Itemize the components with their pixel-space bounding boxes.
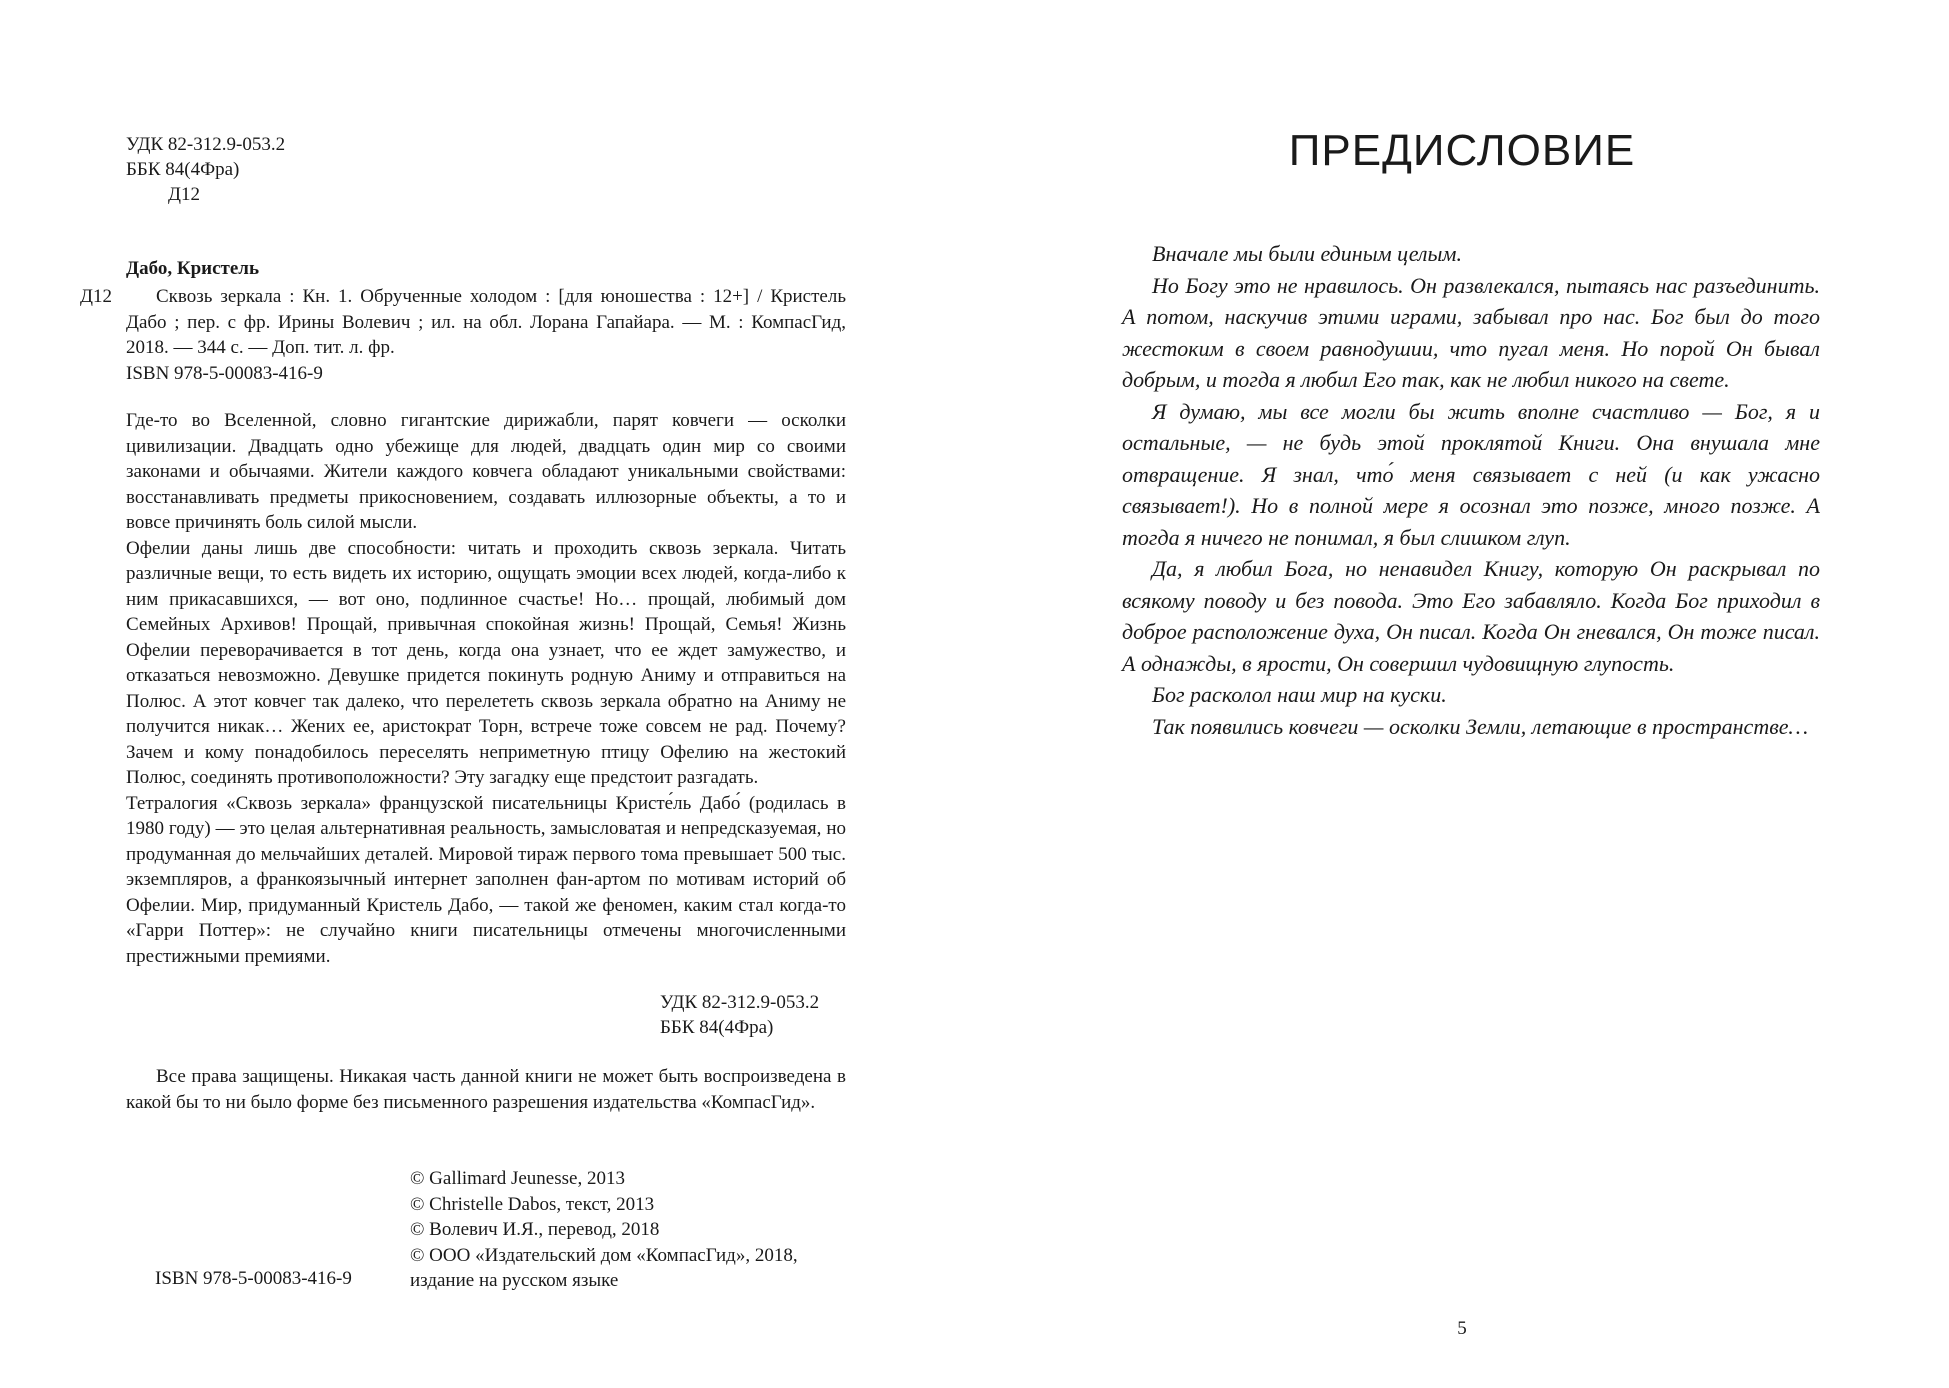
- classification-block-top: [126, 132, 285, 207]
- preface-paragraph: Я думаю, мы все могли бы жить вполне счастливо — Бог, я и остальные, — не будь этой проклятой Книги. Она внушала мне отвращение. Я знал, что́ меня связывает с ней (и как ужасно связывает!). Но в полной мере я осознал это позже, много позже. А тогда я ничего не понимал, я был слишком глуп.: [1122, 398, 1820, 550]
- bibliographic-record: [126, 284, 846, 386]
- preface-paragraph: Да, я любил Бога, но ненавидел Книгу, которую Он раскрывал по всякому поводу и без повода. Это Его забавляло. Когда Бог приходил в доброе расположение духа, Он писал. Когда Он гневался, Он тоже писал. А однажды, в ярости, Он совершил чудовищную глупость.: [1122, 556, 1820, 676]
- annotation-paragraph: Где-то во Вселенной, словно гигантские дирижабли, парят ковчеги — осколки цивилизации. Двадцать одно убежище для людей, двадцать один мир со своими законами и обычаями. Жители каждого ковчега обладают уникальными свойствами: восстанавливать предметы прикосновением, создавать иллюзорные объекты, а то и вовсе причинять боль силой мысли.: [126, 410, 846, 533]
- rights-notice: Все права защищены. Никакая часть данной книги не может быть воспроизведена в какой бы то ни было форме без письменного разрешения издательства «КомпасГид».: [126, 1066, 846, 1113]
- preface-text: [1122, 238, 1820, 742]
- annotation-paragraph: Офелии даны лишь две способности: читать и проходить сквозь зеркала. Читать различные вещи, то есть видеть их историю, ощущать эмоции всех людей, когда-либо к ним прикасавшихся, — вот оно, подлинное счастье! Но… прощай, любимый дом Семейных Архивов! Прощай, привычная спокойная жизнь! Прощай, Семья! Жизнь Офелии переворачивается в тот день, когда она узнает, что ее ждет замужество, и отказаться невозможно. Девушке придется покинуть родную Аниму и отправиться на Полюс. А этот ковчег так далеко, что перелететь сквозь зеркала обратно на Аниму не получится никак… Жених ее, аристократ Торн, встрече тоже совсем не рад. Почему? Зачем и кому понадобилось переселять неприметную птицу Офелию на жестокий Полюс, соединять противоположности? Эту загадку еще предстоит разгадать.: [126, 537, 846, 788]
- isbn-record: ISBN 978-5-00083-416-9: [126, 362, 323, 384]
- preface-paragraph: Так появились ковчеги — осколки Земли, летающие в пространстве…: [1152, 713, 1809, 739]
- classification-block-bottom: [660, 990, 819, 1040]
- copyright-line: издание на русском языке: [410, 1270, 619, 1291]
- chapter-title: ПРЕДИСЛОВИЕ: [1288, 126, 1636, 175]
- udk-code: УДК 82-312.9-053.2: [660, 992, 820, 1013]
- page-number: 5: [1457, 1318, 1467, 1339]
- author-heading: Дабо, Кристель: [126, 258, 260, 279]
- preface-paragraph: Но Богу это не нравилось. Он развлекался, пытаясь нас разъединить. А потом, наскучив этими играми, забывал про нас. Бог был до того жестоким в своем равнодушии, что пугал меня. Но порой Он бывал добрым, и тогда я любил Его так, как не любил никого на свете.: [1122, 272, 1820, 392]
- bbk-code: ББК 84(4Фра): [126, 159, 240, 180]
- annotation: [126, 408, 846, 969]
- preface-paragraph: Вначале мы были единым целым.: [1152, 241, 1462, 266]
- preface-paragraph: Бог расколол наш мир на куски.: [1152, 682, 1447, 707]
- author-mark: Д12: [168, 184, 200, 205]
- bbk-code: ББК 84(4Фра): [660, 1017, 774, 1038]
- copyright-line: © Christelle Dabos, текст, 2013: [410, 1193, 655, 1215]
- author-mark-margin: Д12: [80, 286, 112, 307]
- copyright-list: [410, 1166, 798, 1294]
- isbn: ISBN 978-5-00083-416-9: [155, 1268, 352, 1289]
- udk-code: УДК 82-312.9-053.2: [126, 134, 286, 155]
- annotation-paragraph: Тетралогия «Сквозь зеркала» французской писательницы Кристе́ль Дабо́ (родилась в 1980 году) — это целая альтернативная реальность, замысловатая и непредсказуемая, но продуманная до мельчайших деталей. Мировой тираж первого тома превышает 500 тыс. экземпляров, а франкоязычный интернет заполнен фан-артом по мотивам историй об Офелии. Мир, придуманный Кристель Дабо, — такой же феномен, каким стал когда-то «Гарри Поттер»: не случайно книги писательницы отмечены многочисленными престижными премиями.: [126, 792, 846, 967]
- right-page: [975, 0, 1949, 1388]
- copyright-line: © ООО «Издательский дом «КомпасГид», 2018,: [410, 1244, 798, 1266]
- copyright-line: © Волевич И.Я., перевод, 2018: [410, 1219, 660, 1240]
- bibliographic-description: Сквозь зеркала : Кн. 1. Обрученные холодом : [для юношества : 12+] / Кристель Дабо ; пер. с фр. Ирины Волевич ; ил. на обл. Лорана Гапайара. — М. : КомпасГид, 2018. — 344 с. — Доп. тит. л. фр.: [126, 286, 846, 358]
- copyright-line: © Gallimard Jeunesse, 2013: [410, 1168, 625, 1189]
